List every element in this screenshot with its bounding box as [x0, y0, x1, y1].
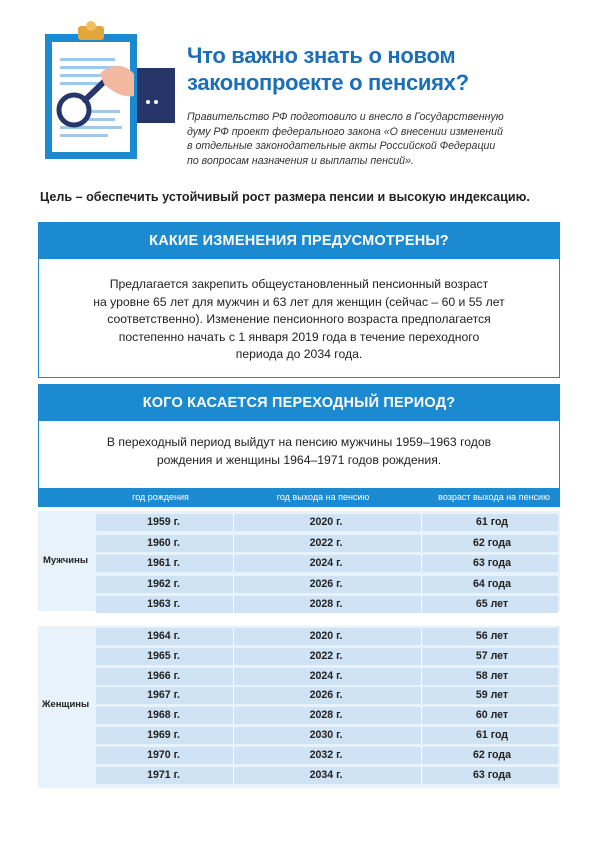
transition-section	[38, 384, 560, 488]
men-group	[38, 511, 560, 611]
cell-exit-year: 2020 г.	[309, 516, 343, 528]
cell-birth-year: 1970 г.	[147, 748, 180, 761]
body-line: постепенно начать с 1 января 2019 года в течение переходного	[118, 329, 480, 344]
intro-line: в отдельные законодательные акты Российской Федерации	[187, 140, 496, 152]
changes-section	[38, 222, 560, 378]
section-body	[39, 259, 559, 364]
column-header-age: возраст выхода на пенсию	[438, 492, 550, 502]
cell-birth-year: 1962 г.	[147, 577, 180, 590]
section-heading: КОГО КАСАЕТСЯ ПЕРЕХОДНЫЙ ПЕРИОД?	[39, 385, 559, 421]
cell-age: 61 год	[475, 729, 509, 741]
table-row	[96, 648, 558, 665]
cell-age: 62 года	[473, 748, 511, 761]
cell-exit-year: 2032 г.	[309, 748, 343, 761]
goal-statement: Цель – обеспечить устойчивый рост размера пенсии и высокую индексацию.	[40, 190, 530, 204]
cell-age: 58 лет	[475, 669, 509, 682]
table-row	[96, 514, 558, 531]
cell-age: 57 лет	[475, 649, 509, 662]
cell-birth-year: 1961 г.	[147, 557, 180, 569]
cell-exit-year: 2030 г.	[309, 729, 343, 741]
cell-exit-year: 2022 г.	[309, 536, 343, 549]
table-row	[96, 596, 558, 613]
table-row	[96, 535, 558, 552]
body-line: Предлагается закрепить общеустановленный пенсионный возраст	[109, 277, 489, 291]
cell-age: 59 лет	[475, 689, 509, 702]
cell-age: 62 года	[473, 536, 511, 549]
clipboard-magnifier-icon	[30, 18, 180, 173]
cell-age: 56 лет	[475, 630, 509, 642]
table-row	[96, 767, 558, 784]
cell-birth-year: 1971 г.	[147, 768, 180, 781]
cell-birth-year: 1968 г.	[147, 709, 180, 722]
cell-age: 61 год	[475, 516, 509, 528]
body-line: рождения и женщины 1964–1971 годов рождения.	[156, 452, 442, 467]
cell-exit-year: 2022 г.	[309, 649, 343, 662]
cell-exit-year: 2026 г.	[309, 689, 343, 702]
table-row	[96, 668, 558, 685]
column-header-birth: год рождения	[132, 492, 189, 502]
cell-birth-year: 1966 г.	[147, 669, 180, 682]
table-row	[96, 707, 558, 724]
cell-age: 63 года	[473, 768, 511, 781]
title-line: Что важно знать о новом	[187, 43, 456, 68]
cell-exit-year: 2034 г.	[309, 768, 343, 781]
cell-age: 65 лет	[475, 598, 509, 610]
cell-exit-year: 2024 г.	[309, 557, 343, 569]
body-line: на уровне 65 лет для мужчин и 63 лет для женщин (сейчас – 60 и 55 лет	[93, 294, 505, 309]
table-row	[96, 747, 558, 764]
cell-age: 64 года	[473, 577, 511, 590]
page-title	[187, 42, 577, 96]
body-line: соответственно). Изменение пенсионного возраста предполагается	[107, 312, 491, 326]
section-heading: КАКИЕ ИЗМЕНЕНИЯ ПРЕДУСМОТРЕНЫ?	[39, 223, 559, 259]
table-row	[96, 687, 558, 704]
cell-birth-year: 1963 г.	[147, 598, 180, 610]
table-row	[96, 727, 558, 744]
cell-birth-year: 1959 г.	[147, 516, 180, 528]
table-row	[96, 576, 558, 593]
cell-birth-year: 1969 г.	[147, 729, 180, 741]
cell-exit-year: 2024 г.	[309, 669, 343, 682]
women-group	[38, 626, 560, 788]
table-row	[96, 628, 558, 645]
cell-age: 63 года	[473, 557, 511, 569]
intro-line: думу РФ проект федерального закона «О внесении изменений	[187, 125, 503, 138]
cell-exit-year: 2026 г.	[309, 577, 343, 590]
section-body	[39, 421, 559, 469]
cell-exit-year: 2028 г.	[309, 709, 343, 722]
table-row	[96, 555, 558, 572]
column-header-exit: год выхода на пенсию	[276, 492, 370, 502]
title-line: законопроекте о пенсиях?	[187, 70, 469, 95]
cell-exit-year: 2020 г.	[309, 630, 343, 642]
cell-birth-year: 1967 г.	[147, 689, 180, 702]
cell-birth-year: 1960 г.	[147, 536, 180, 549]
cell-exit-year: 2028 г.	[309, 598, 343, 610]
cell-birth-year: 1965 г.	[147, 649, 180, 662]
cell-birth-year: 1964 г.	[147, 630, 180, 642]
group-label-men: Мужчины	[42, 555, 89, 566]
intro-line: Правительство РФ подготовило и внесло в Государственную	[187, 111, 504, 123]
intro-text	[187, 110, 522, 168]
body-line: периода до 2034 года.	[235, 347, 363, 361]
cell-age: 60 лет	[475, 709, 509, 722]
table-header	[38, 488, 560, 507]
intro-line: по вопросам назначения и выплаты пенсий».	[187, 154, 414, 167]
group-label-women: Женщины	[41, 699, 90, 710]
body-line: В переходный период выйдут на пенсию мужчины 1959–1963 годов	[106, 435, 492, 449]
